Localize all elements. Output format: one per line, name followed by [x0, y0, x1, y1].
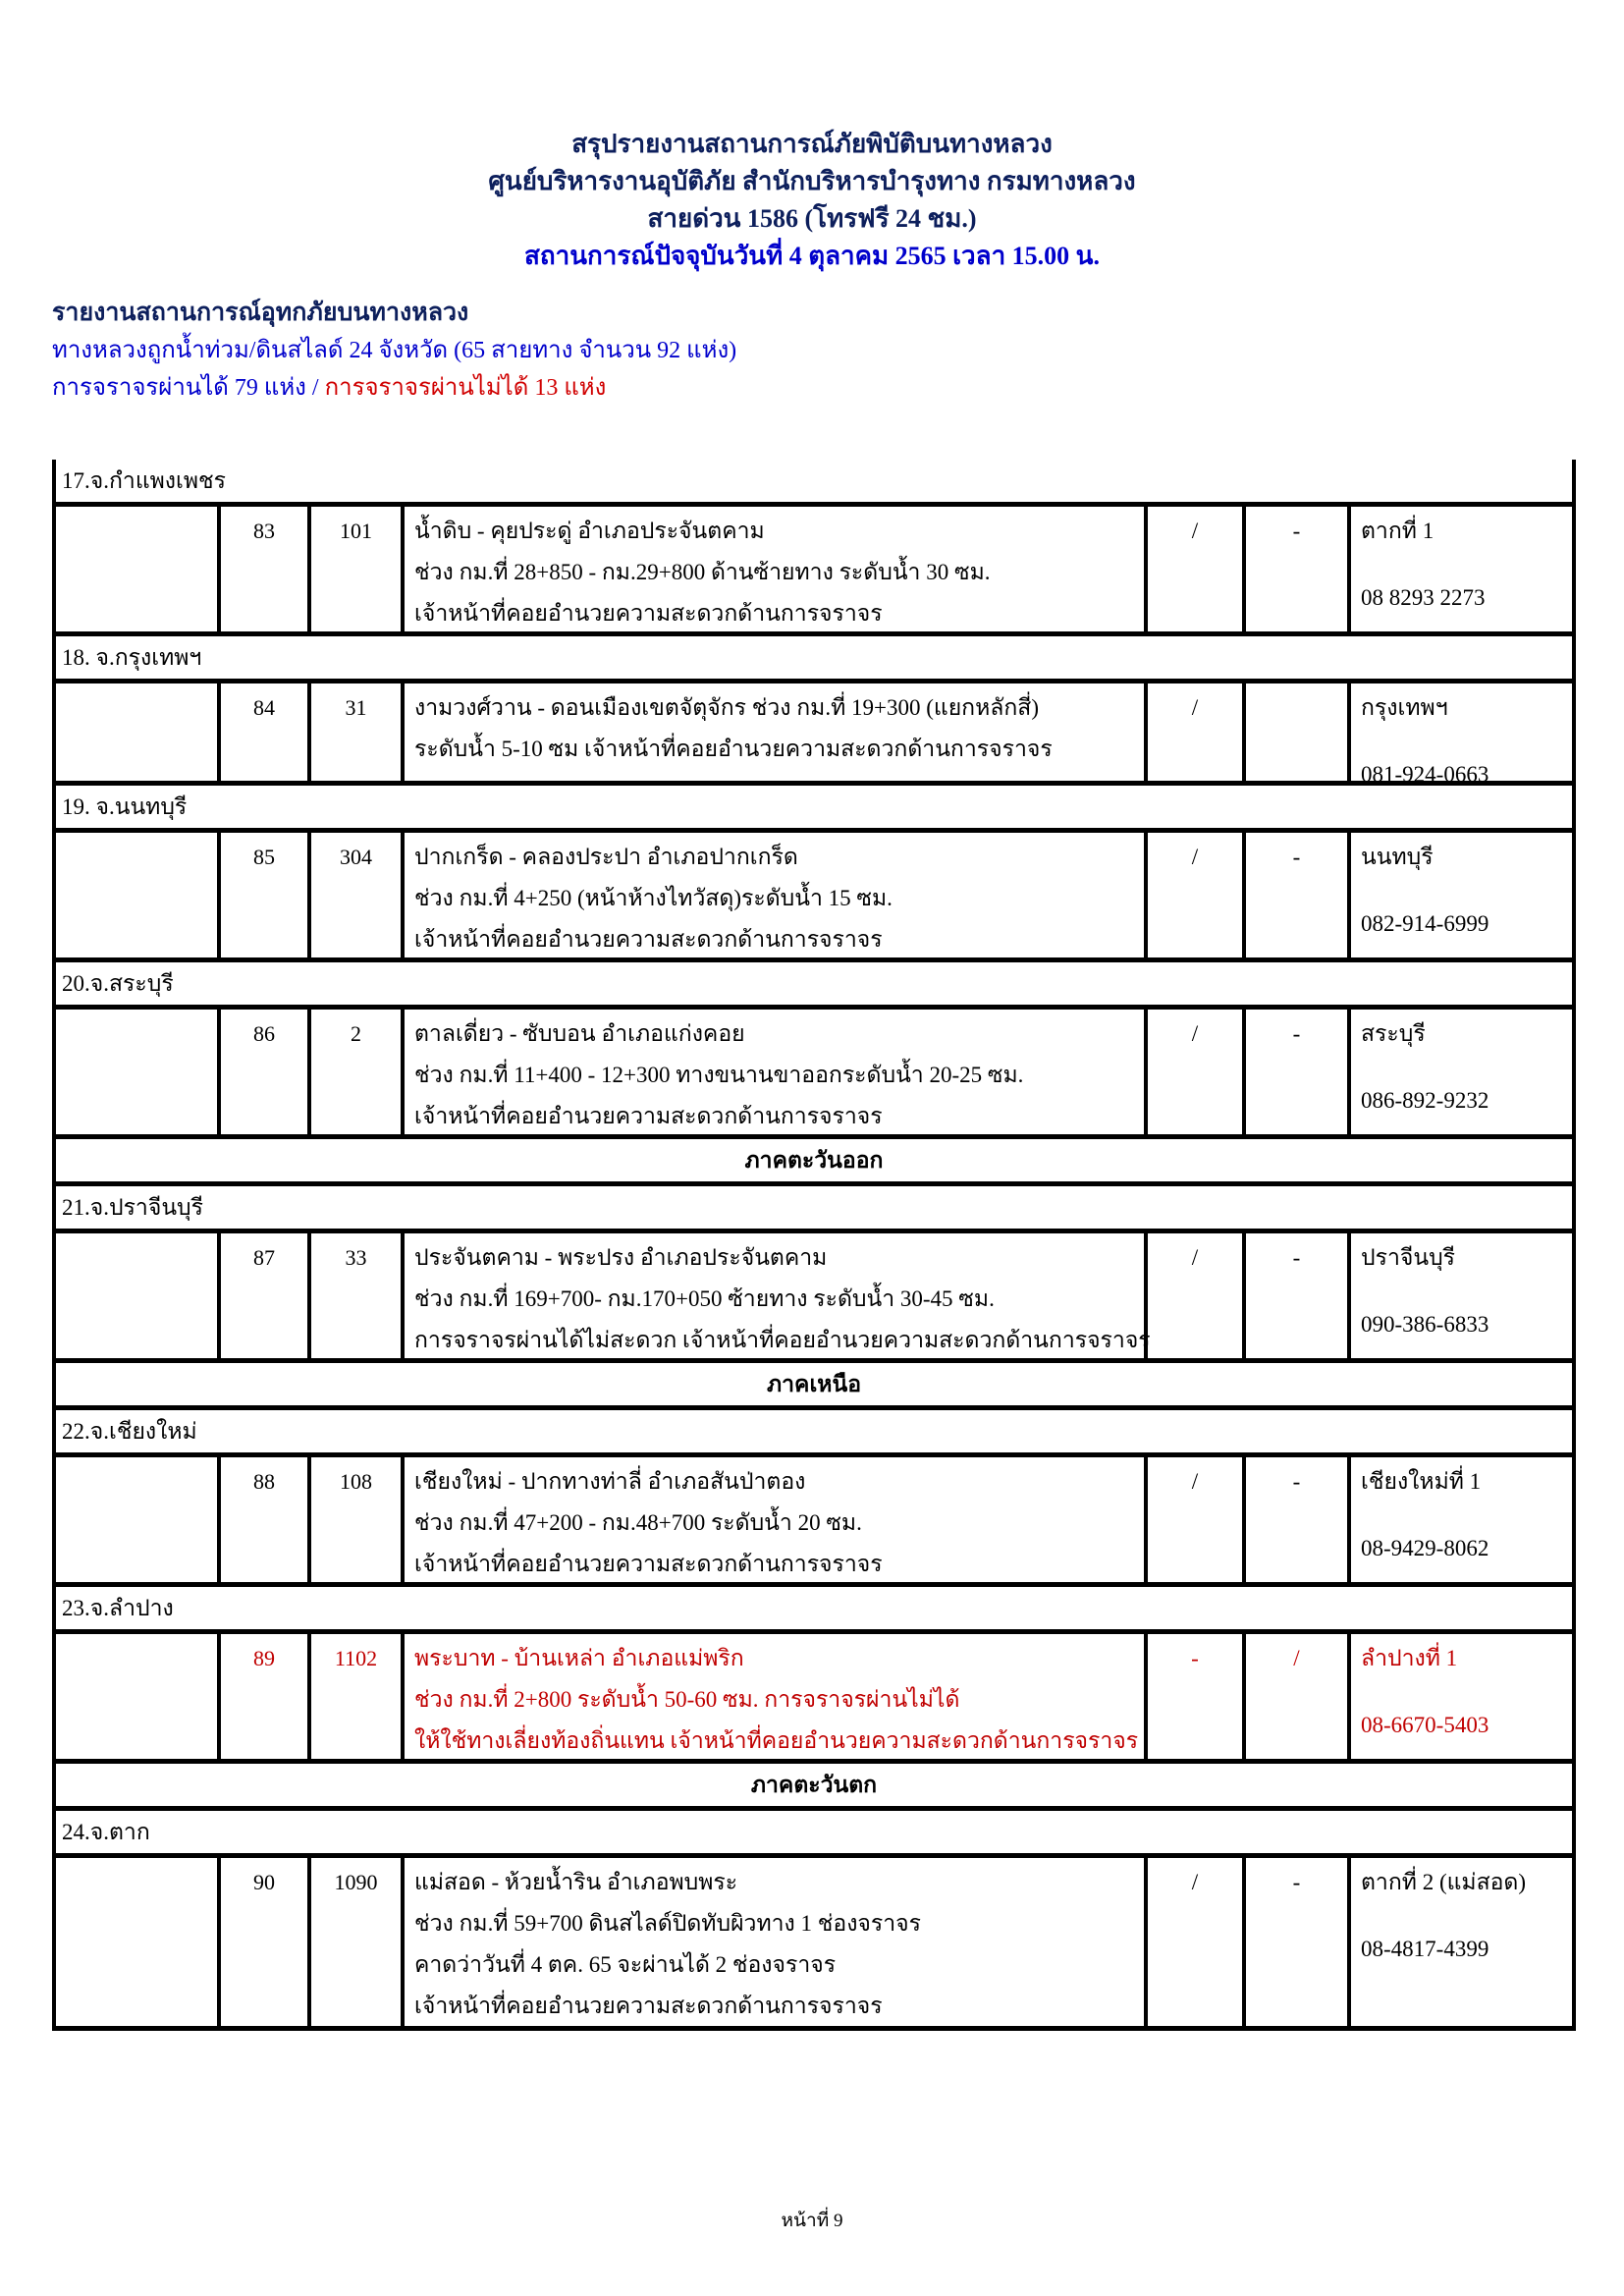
maintenance-office-cell: [1351, 833, 1572, 957]
maintenance-office: เชียงใหม่ที่ 1: [1361, 1469, 1482, 1494]
row-spacer-cell: [56, 507, 221, 631]
passable-mark: /: [1148, 1858, 1246, 2026]
province-group-label: 21.จ.ปราจีนบุรี: [62, 1194, 203, 1220]
intro-block: [52, 295, 736, 407]
intro-summary: ทางหลวงถูกน้ำท่วม/ดินสไลด์ 24 จังหวัด (65 สายทาง จำนวน 92 แห่ง): [52, 338, 737, 363]
impassable-mark: -: [1246, 1233, 1351, 1358]
office-phone: 08 8293 2273: [1361, 585, 1486, 610]
region-section-row: [56, 1363, 1572, 1410]
highway-data-row: [56, 1233, 1572, 1363]
region-section-label: ภาคเหนือ: [766, 1371, 862, 1396]
highway-data-row: [56, 833, 1572, 962]
highway-data-row: [56, 507, 1572, 636]
passable-mark: /: [1148, 1457, 1246, 1582]
province-group-label: 24.จ.ตาก: [62, 1819, 150, 1844]
highway-data-row: [56, 1634, 1572, 1764]
province-group-row: [56, 460, 1572, 507]
office-phone: 081-924-0663: [1361, 762, 1489, 787]
route-number: 1102: [311, 1634, 405, 1759]
report-datetime: สถานการณ์ปัจจุบันวันที่ 4 ตุลาคม 2565 เวลา 15.00 น.: [524, 242, 1100, 270]
row-spacer-cell: [56, 1457, 221, 1582]
maintenance-office: กรุงเทพฯ: [1361, 695, 1448, 720]
sequence-number: 83: [221, 507, 311, 631]
impassable-count: การจราจรผ่านไม่ได้ 13 แห่ง: [324, 375, 607, 401]
description-line: พระบาท - บ้านเหล่า อำเภอแม่พริก: [414, 1646, 744, 1670]
office-phone: 08-4817-4399: [1361, 1937, 1489, 1961]
province-group-row: [56, 1587, 1572, 1634]
report-header: [0, 126, 1624, 275]
maintenance-office-cell: [1351, 1634, 1572, 1759]
office-phone: 082-914-6999: [1361, 911, 1489, 936]
maintenance-office-cell: [1351, 1010, 1572, 1134]
sequence-number: 84: [221, 683, 311, 781]
sequence-number: 89: [221, 1634, 311, 1759]
maintenance-office: ลำปางที่ 1: [1361, 1646, 1458, 1670]
passable-mark: /: [1148, 1010, 1246, 1134]
passable-mark: -: [1148, 1634, 1246, 1759]
description-line: เจ้าหน้าที่คอยอำนวยความสะดวกด้านการจราจร: [414, 927, 883, 952]
impassable-mark: -: [1246, 1010, 1351, 1134]
province-group-row: [56, 1410, 1572, 1457]
route-number: 101: [311, 507, 405, 631]
description-line: งามวงศ์วาน - ดอนเมืองเขตจัตุจักร ช่วง กม.ที่ 19+300 (แยกหลักสี่): [414, 695, 1039, 720]
row-spacer-cell: [56, 1634, 221, 1759]
sequence-number: 87: [221, 1233, 311, 1358]
description-cell: [405, 683, 1148, 781]
row-spacer-cell: [56, 683, 221, 781]
row-spacer-cell: [56, 1233, 221, 1358]
route-number: 108: [311, 1457, 405, 1582]
maintenance-office: ตากที่ 1: [1361, 519, 1435, 543]
description-cell: [405, 1010, 1148, 1134]
region-section-row: [56, 1764, 1572, 1811]
impassable-mark: -: [1246, 507, 1351, 631]
row-spacer-cell: [56, 1010, 221, 1134]
route-number: 1090: [311, 1858, 405, 2026]
sequence-number: 90: [221, 1858, 311, 2026]
description-cell: [405, 1233, 1151, 1358]
description-line: แม่สอด - ห้วยน้ำริน อำเภอพบพระ: [414, 1870, 738, 1894]
highway-data-row: [56, 683, 1572, 786]
office-phone: 086-892-9232: [1361, 1088, 1489, 1113]
intro-title: รายงานสถานการณ์อุทกภัยบนทางหลวง: [52, 300, 469, 326]
sequence-number: 88: [221, 1457, 311, 1582]
region-section-label: ภาคตะวันออก: [744, 1147, 884, 1173]
maintenance-office-cell: [1351, 1858, 1572, 2026]
description-line: เจ้าหน้าที่คอยอำนวยความสะดวกด้านการจราจร: [414, 1552, 883, 1576]
maintenance-office-cell: [1351, 1457, 1572, 1582]
region-section-row: [56, 1139, 1572, 1186]
row-spacer-cell: [56, 1858, 221, 2026]
description-line: ช่วง กม.ที่ 169+700- กม.170+050 ซ้ายทาง ระดับน้ำ 30-45 ซม.: [414, 1286, 995, 1311]
report-hotline: สายด่วน 1586 (โทรฟรี 24 ชม.): [647, 204, 977, 233]
maintenance-office-cell: [1351, 683, 1572, 787]
impassable-mark: /: [1246, 1634, 1351, 1759]
description-cell: [405, 1858, 1148, 2026]
province-group-row: [56, 786, 1572, 833]
description-line: ให้ใช้ทางเลี่ยงท้องถิ่นแทน เจ้าหน้าที่คอยอำนวยความสะดวกด้านการจราจร: [414, 1728, 1139, 1753]
description-line: ตาลเดี่ยว - ซับบอน อำเภอแก่งคอย: [414, 1021, 745, 1046]
description-cell: [405, 833, 1148, 957]
route-number: 33: [311, 1233, 405, 1358]
impassable-mark: [1246, 683, 1351, 781]
highway-data-row: [56, 1010, 1572, 1139]
row-spacer-cell: [56, 833, 221, 957]
description-line: ระดับน้ำ 5-10 ซม เจ้าหน้าที่คอยอำนวยความสะดวกด้านการจราจร: [414, 737, 1053, 761]
highway-data-row: [56, 1858, 1572, 2031]
description-line: ช่วง กม.ที่ 2+800 ระดับน้ำ 50-60 ซม. การจราจรผ่านไม่ได้: [414, 1687, 960, 1712]
report-table: [52, 460, 1576, 2031]
province-group-row: [56, 1811, 1572, 1858]
description-line: เจ้าหน้าที่คอยอำนวยความสะดวกด้านการจราจร: [414, 601, 883, 626]
impassable-mark: -: [1246, 1858, 1351, 2026]
report-title: สรุปรายงานสถานการณ์ภัยพิบัติบนทางหลวง: [571, 130, 1053, 158]
office-phone: 090-386-6833: [1361, 1312, 1489, 1337]
office-phone: 08-9429-8062: [1361, 1536, 1489, 1560]
maintenance-office-cell: [1351, 507, 1572, 631]
route-number: 31: [311, 683, 405, 781]
sequence-number: 86: [221, 1010, 311, 1134]
office-phone: 08-6670-5403: [1361, 1713, 1489, 1737]
description-cell: [405, 1634, 1148, 1759]
intro-traffic-status: [52, 369, 736, 407]
province-group-row: [56, 962, 1572, 1010]
maintenance-office: ปราจีนบุรี: [1361, 1245, 1456, 1270]
report-agency: ศูนย์บริหารงานอุบัติภัย สำนักบริหารบำรุงทาง กรมทางหลวง: [488, 167, 1136, 195]
description-cell: [405, 507, 1148, 631]
description-line: ปากเกร็ด - คลองประปา อำเภอปากเกร็ด: [414, 845, 798, 869]
province-group-row: [56, 636, 1572, 683]
maintenance-office: ตากที่ 2 (แม่สอด): [1361, 1870, 1527, 1894]
highway-data-row: [56, 1457, 1572, 1587]
description-line: ช่วง กม.ที่ 47+200 - กม.48+700 ระดับน้ำ 20 ซม.: [414, 1510, 862, 1535]
maintenance-office: นนทบุรี: [1361, 845, 1434, 869]
description-line: น้ำดิบ - คุยประดู่ อำเภอประจันตคาม: [414, 519, 765, 543]
passable-mark: /: [1148, 1233, 1246, 1358]
route-number: 2: [311, 1010, 405, 1134]
description-line: ช่วง กม.ที่ 28+850 - กม.29+800 ด้านซ้ายทาง ระดับน้ำ 30 ซม.: [414, 560, 991, 584]
passable-mark: /: [1148, 683, 1246, 781]
sequence-number: 85: [221, 833, 311, 957]
description-line: ประจันตคาม - พระปรง อำเภอประจันตคาม: [414, 1245, 828, 1270]
maintenance-office-cell: [1351, 1233, 1572, 1358]
description-line: คาดว่าวันที่ 4 ตค. 65 จะผ่านได้ 2 ช่องจราจร: [414, 1952, 837, 1977]
region-section-label: ภาคตะวันตก: [750, 1772, 878, 1797]
passable-count: การจราจรผ่านได้ 79 แห่ง /: [52, 375, 325, 401]
description-line: ช่วง กม.ที่ 4+250 (หน้าห้างไทวัสดุ)ระดับน้ำ 15 ซม.: [414, 886, 893, 910]
description-line: การจราจรผ่านได้ไม่สะดวก เจ้าหน้าที่คอยอำนวยความสะดวกด้านการจราจร: [414, 1328, 1151, 1352]
province-group-label: 17.จ.กำแพงเพชร: [62, 467, 227, 493]
province-group-label: 19. จ.นนทบุรี: [62, 793, 188, 819]
route-number: 304: [311, 833, 405, 957]
page-number: หน้าที่ 9: [781, 2211, 843, 2231]
passable-mark: /: [1148, 507, 1246, 631]
description-line: ช่วง กม.ที่ 11+400 - 12+300 ทางขนานขาออกระดับน้ำ 20-25 ซม.: [414, 1063, 1024, 1087]
description-line: ช่วง กม.ที่ 59+700 ดินสไลด์ปิดทับผิวทาง 1 ช่องจราจร: [414, 1911, 921, 1936]
description-line: เชียงใหม่ - ปากทางท่าลี่ อำเภอสันป่าตอง: [414, 1469, 806, 1494]
maintenance-office: สระบุรี: [1361, 1021, 1426, 1046]
impassable-mark: -: [1246, 833, 1351, 957]
description-line: เจ้าหน้าที่คอยอำนวยความสะดวกด้านการจราจร: [414, 1994, 883, 2018]
province-group-label: 20.จ.สระบุรี: [62, 970, 174, 996]
description-cell: [405, 1457, 1148, 1582]
impassable-mark: -: [1246, 1457, 1351, 1582]
province-group-label: 23.จ.ลำปาง: [62, 1595, 174, 1620]
province-group-label: 18. จ.กรุงเทพฯ: [62, 644, 202, 670]
province-group-label: 22.จ.เชียงใหม่: [62, 1418, 197, 1444]
province-group-row: [56, 1186, 1572, 1233]
passable-mark: /: [1148, 833, 1246, 957]
description-line: เจ้าหน้าที่คอยอำนวยความสะดวกด้านการจราจร: [414, 1104, 883, 1128]
